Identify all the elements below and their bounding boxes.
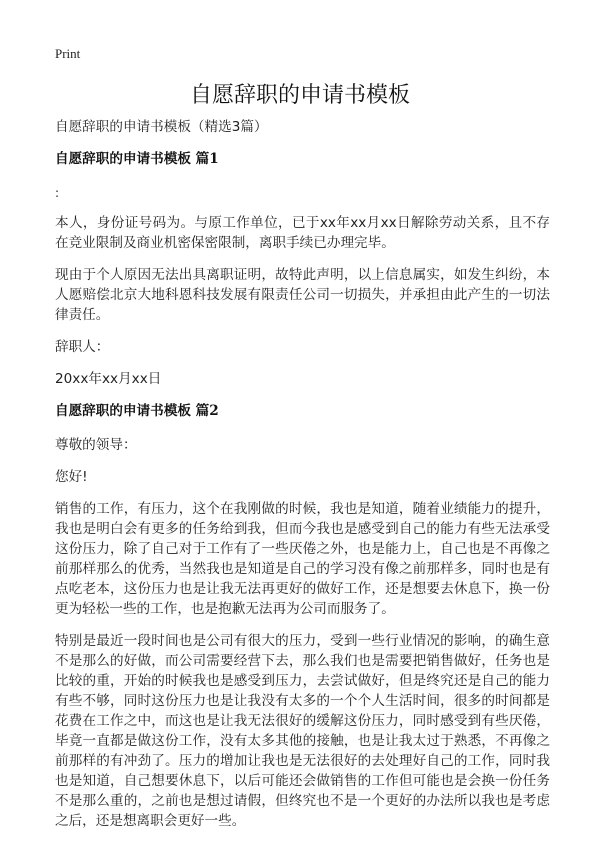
document-title: 自愿辞职的申请书模板: [189, 83, 410, 108]
date-line: 20xx年xx月xx日: [55, 371, 162, 387]
paragraph: 现由于个人原因无法出具离职证明，故特此声明，以上信息属实，如发生纠纷，本人愿赔偿北京大地科恩科技发展有限责任公司一切损失，并承担由此产生的一切法律责任。: [55, 267, 550, 323]
greeting: 您好!: [55, 469, 88, 485]
paragraph: 特别是最近一段时间也是公司有很大的压力，受到一些行业情况的影响，的确生意不是那么的好做，而公司需要经营下去，那么我们也是需要把销售做好，任务也是比较的重，开始的时候我也是感受到压力，去尝试做好，但是终究还是自己的能力有些不够，同时这份压力也是让我没有太多的一个个人生活时间，很多的时间都是花费在工作之中，而这也是让我无法很好的缓解这份压力，同时感受到有些厌倦，毕竟一直都是做这份工作，没有太多其他的接触，也是让我太过于熟悉，不再像之前那样的有冲劲了。压力的增加让我也是无法很好的去处理好自己的工作，同时我也是知道，自己想要休息下，以后可能还会做销售的工作但可能也是会换一份任务不是那么重的，之前也是想过请假，但终究也不是一个更好的办法所以我也是考虑之后，还是想离职会更好一些。: [55, 633, 550, 829]
paragraph: 本人，身份证号码为。与原工作单位，已于xx年xx月xx日解除劳动关系，且不存在竞业限制及商业机密保密限制，离职手续已办理完毕。: [55, 215, 550, 251]
section-marker: :: [55, 186, 60, 200]
section-heading-1: 自愿辞职的申请书模板 篇1: [55, 151, 219, 167]
paragraph: 销售的工作，有压力，这个在我刚做的时候，我也是知道，随着业绩能力的提升，我也是明白会有更多的任务给到我，但而今我也是感受到自己的能力有些无法承受这份压力，除了自己对于工作有了一些厌倦之外，也是能力上，自己也是不再像之前那样那么的优秀，当然我也是知道是自己的学习没有像之前那样多，同时也是有点吃老本，这份压力也是让我无法再更好的做好工作，还是想要去休息下，换一份更为轻松一些的工作，也是抱歉无法再为公司而服务了。: [55, 501, 550, 617]
signature-label: 辞职人：: [55, 339, 110, 355]
document-subtitle: 自愿辞职的申请书模板（精选3篇）: [55, 119, 268, 135]
salutation: 尊敬的领导：: [55, 437, 137, 453]
print-label[interactable]: Print: [55, 46, 81, 61]
document-body: [55, 117, 550, 843]
section-heading-2: 自愿辞职的申请书模板 篇2: [55, 403, 219, 419]
